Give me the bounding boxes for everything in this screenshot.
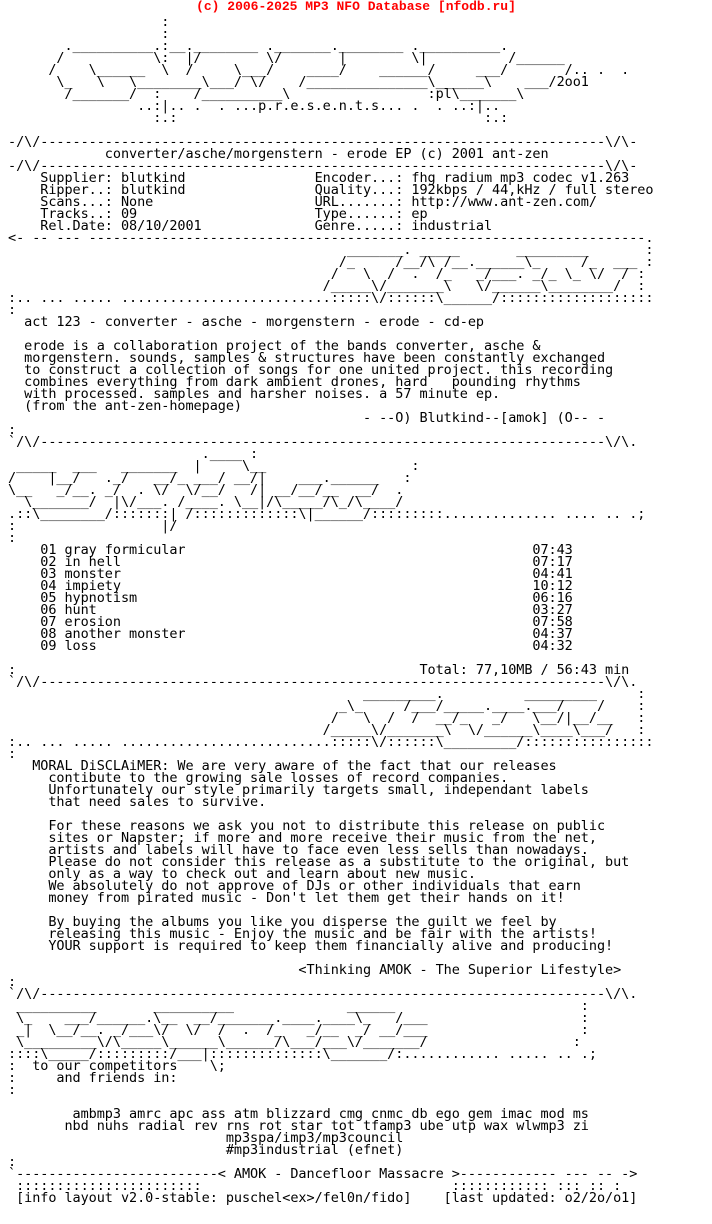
nfo-line: #mp3industrial (efnet): [8, 1142, 404, 1158]
nfo-line: /_ /__/\ /__.______\_ /_ ___ :: [8, 254, 654, 270]
nfo-line: __________ __________ ______ :: [8, 998, 589, 1014]
nfo-line: 01 gray formicular 07:43: [8, 542, 573, 558]
nfo-line: combines everything from dark ambient drones, hard pounding rhythms: [8, 374, 581, 390]
nfo-line: : and friends in:: [8, 1070, 178, 1086]
nfo-line: _| \__/__. _/___\/ \/ / . /_ _/__ _/ __/___ :: [8, 1022, 589, 1038]
nfo-line: : to our competitors \;: [8, 1058, 226, 1074]
nfo-line: sites or Napster; if more and more receive their music from the net,: [8, 830, 597, 846]
nfo-line: Supplier: blutkind Encoder...: fhg radium mp3 codec v1.263: [8, 170, 630, 186]
nfo-line: / |__/ ._/ __/_ ___/ __/| ___.______ :: [8, 470, 412, 486]
nfo-line: \_______/ |\/___. /____. \__|/\_____/\_/\____/: [8, 494, 404, 510]
nfo-line: 04 impiety 10:12: [8, 578, 573, 594]
nfo-line: money from pirated music - Don't let them get their hands on it!: [8, 890, 565, 906]
nfo-line: artists and labels will have to face even less sells than nowadays.: [8, 842, 589, 858]
nfo-line: / \: |/ \/ | \| /______: [8, 50, 565, 66]
nfo-line: :: [8, 422, 17, 438]
nfo-line: erode is a collaboration project of the bands converter, asche &: [8, 338, 541, 354]
nfo-line: nbd nuhs radial rev rns rot star tot tfamp3 ube utp wax wlwmp3 zi: [8, 1118, 589, 1134]
nfo-line: 06 hunt 03:27: [8, 602, 573, 618]
nfo-line: \__ _/__. _/ . \/ \/__/ /| __/__/__ __/ .: [8, 482, 404, 498]
nfo-line: 08 another monster 04:37: [8, 626, 573, 642]
nfo-line: Tracks..: 09 Type......: ep: [8, 206, 428, 222]
nfo-line: 02 in hell 07:17: [8, 554, 573, 570]
nfo-line: :: [8, 530, 17, 546]
nfo-line: 05 hypnotism 06:16: [8, 590, 573, 606]
nfo-line: / \ / / __/_ _/ \__/|__/__ :: [8, 710, 646, 726]
nfo-line: 07 erosion 07:58: [8, 614, 573, 630]
nfo-text: [8, 16, 653, 1204]
nfo-line: Ripper..: blutkind Quality...: 192kbps / 44,kHz / full stereo: [8, 182, 654, 198]
nfo-line: contibute to the growing sale losses of record companies.: [8, 770, 509, 786]
nfo-line: - --O) Blutkind--[amok] (O-- -: [8, 410, 606, 426]
nfo-line: : |/: [8, 518, 178, 534]
nfo-line: / \______ \ / \___/ ____/ ______/ ___/ /.. . .: [8, 62, 630, 78]
nfo-line: _____ ___ _______ | \__ :: [8, 458, 420, 474]
nfo-line: By buying the albums you like you disperse the guilt we feel by: [8, 914, 557, 930]
nfo-line: /_____\/_______\ \/______\____\___/ :: [8, 722, 646, 738]
nfo-line: `/\/----------------------------------------------------------------------\/\.: [8, 986, 638, 1002]
nfo-line: :: [8, 14, 170, 30]
nfo-line: that need sales to survive.: [8, 794, 267, 810]
nfo-line: MORAL DiSCLAiMER: We are very aware of the fact that our releases: [8, 758, 557, 774]
nfo-line: :: [8, 1082, 17, 1098]
nfo-line: `/\/----------------------------------------------------------------------\/\.: [8, 434, 638, 450]
nfo-line: Unfortunately our style primarily targets small, independant labels: [8, 782, 589, 798]
nfo-line: ::::\_____/:::::::::/___|::::::::::::::\_______/:............ ..... .. .;: [8, 1046, 597, 1062]
nfo-line: :: [8, 746, 17, 762]
nfo-line: <- -- --- ---------------------------------------------------------------------.: [8, 230, 654, 246]
nfo-line: \_ \ \________\___/ \/ /_______________\______\ ___/2oo1: [8, 74, 589, 90]
nfo-line: Scans...: None URL.......: http://www.ant-zen.com/: [8, 194, 597, 210]
nfo-line: <Thinking AMOK - The Superior Lifestyle>: [8, 962, 622, 978]
nfo-line: act 123 - converter - asche - morgenstern - erode - cd-ep: [8, 314, 484, 330]
nfo-line: -/\/----------------------------------------------------------------------\/\-: [8, 158, 638, 174]
nfo-line: ..:|.. . . ...p.r.e.s.e.n.t.s... . . ..:|..: [8, 98, 501, 114]
nfo-line: _\_ /___/_____.____.___/ / :: [8, 698, 646, 714]
nfo-line: Rel.Date: 08/10/2001 Genre.....: industrial: [8, 218, 493, 234]
nfo-line: ambmp3 amrc apc ass atm blizzard cmg cnmc db ego gem imac mod ms: [8, 1106, 589, 1122]
nfo-line: `/\/----------------------------------------------------------------------\/\.: [8, 674, 638, 690]
nfo-line: :: [8, 302, 17, 318]
nfo-line: / \ / . /_ _/___. _/_ \_ \/ / :: [8, 266, 646, 282]
nfo-line: (from the ant-zen-homepage): [8, 398, 242, 414]
nfo-line: Please do not consider this release as a substitute to the original, but: [8, 854, 630, 870]
nfo-line: with processed. samples and harsher noises. a 57 minute ep.: [8, 386, 501, 402]
nfo-line: :.. ... ..... ..........................:::::\/::::::\_________/::::::::::::::::: [8, 734, 654, 750]
nfo-line: to construct a collection of songs for one united project. this recording: [8, 362, 614, 378]
nfo-line: :: [8, 974, 17, 990]
nfo-line: .__________.:__.________ ._______.________ .__________.: [8, 38, 509, 54]
nfo-line: /_____\/_______\ \/______\________/ :: [8, 278, 646, 294]
nfo-line: .____ :: [8, 446, 259, 462]
nfo-line: morgenstern. sounds, samples & structures have been constantly exchanged: [8, 350, 606, 366]
nfo-line: YOUR support is required to keep them financially alive and producing!: [8, 938, 614, 954]
nfo-line: ::::::::::::::::::::::: :::::::::::: ::: :: :: [8, 1178, 622, 1194]
nfo-line: : Total: 77,10MB / 56:43 min: [8, 662, 630, 678]
nfo-line: :: [8, 1154, 17, 1170]
nfo-line: _______. _____ _________ :: [8, 242, 654, 258]
nfo-line: _________. _________ :: [8, 686, 646, 702]
nfo-line: -/\/----------------------------------------------------------------------\/\-: [8, 134, 638, 150]
nfo-line: .::\________/:::::::| /:::::::::::::\|______/:::::::::.............. .... .. .;: [8, 506, 646, 522]
nfo-line: releasing this music - Enjoy the music and be fair with the artists!: [8, 926, 597, 942]
nfo-line: :.. ... ..... ..........................:::::\/::::::\______/:::::::::::::::::::: [8, 290, 654, 306]
nfo-line: /_______/ : /__________\ :pl\_______\: [8, 86, 525, 102]
nfo-line: `-------------------------< AMOK - Dancefloor Massacre >------------ --- -- ->: [8, 1166, 638, 1182]
nfo-line: only as a way to check out and learn about new music.: [8, 866, 476, 882]
site-header: (c) 2006-2025 MP3 NFO Database [nfodb.ru]: [196, 0, 516, 14]
nfo-line: :.: :.:: [8, 110, 509, 126]
nfo-line: 03 monster 04:41: [8, 566, 573, 582]
nfo-line: :: [8, 26, 170, 42]
nfo-line: We absolutely do not approve of DJs or other individuals that earn: [8, 878, 581, 894]
nfo-line: [info layout v2.0-stable: puschel<ex>/fel0n/fido] [last updated: o2/2o/o1]: [8, 1190, 638, 1206]
nfo-line: converter/asche/morgenstern - erode EP (c) 2001 ant-zen: [8, 146, 549, 162]
nfo-line: For these reasons we ask you not to distribute this release on public: [8, 818, 606, 834]
nfo-line: mp3spa/imp3/mp3council: [8, 1130, 404, 1146]
nfo-line: 09 loss 04:32: [8, 638, 573, 654]
nfo-line: \_ ___/______.\__ __/_______.____.____\_ /___ :: [8, 1010, 589, 1026]
nfo-line: \_________\/\_____\______\______/\___/___\/_______/ :: [8, 1034, 581, 1050]
